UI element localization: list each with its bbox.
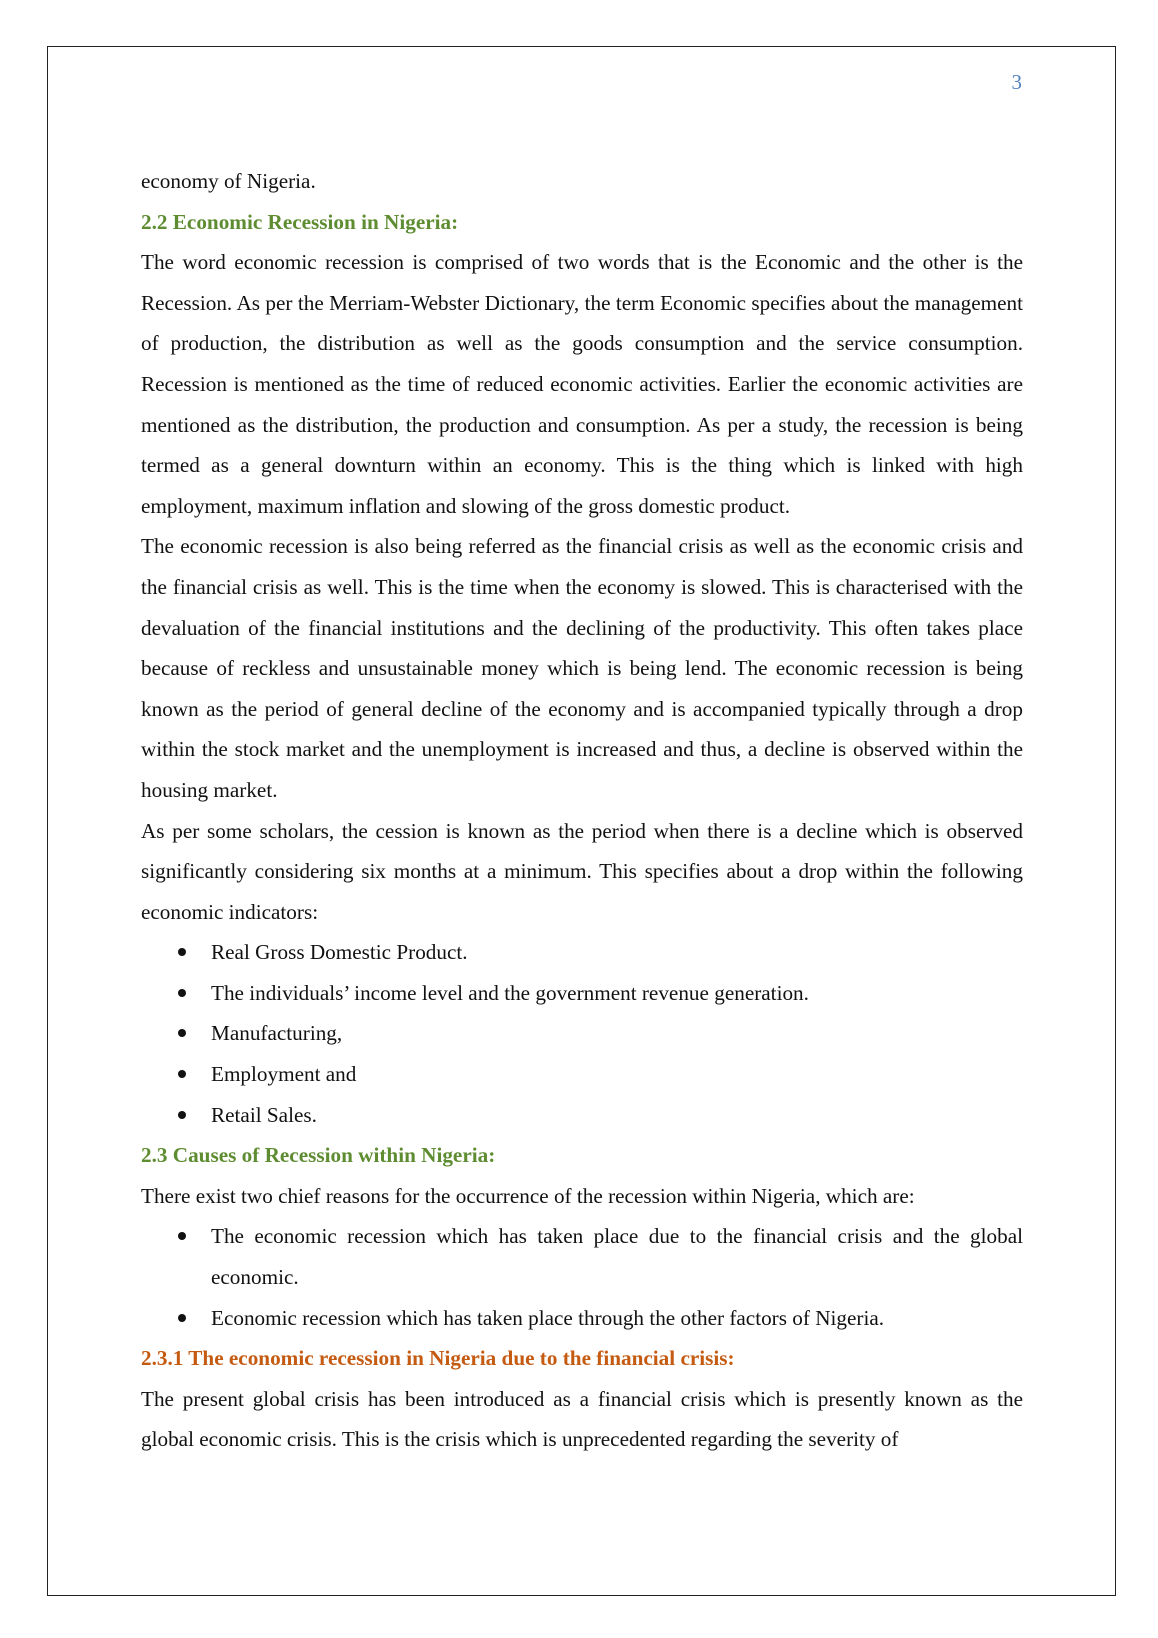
indicator-list [141,932,1023,1135]
list-item-text: The individuals’ income level and the government revenue generation. [211,980,809,1005]
list-item [141,1298,1023,1339]
section-2-2-paragraph-3: As per some scholars, the cession is known as the period when there is a decline which is observed significantly considering six months at a minimum. This specifies about a drop within the following economic indicators: [141,818,1023,924]
bullet-icon [178,1232,186,1240]
bullet-icon [178,1070,186,1078]
section-2-3-1-paragraph: The present global crisis has been introduced as a financial crisis which is presently known as the global economic crisis. This is the crisis which is unprecedented regarding the severity of [141,1386,1023,1452]
bullet-icon [178,1111,186,1119]
bullet-icon [178,1029,186,1037]
section-2-2-paragraph-2: The economic recession is also being referred as the financial crisis as well as the economic crisis and the financial crisis as well. This is the time when the economy is slowed. This is characterised with the devaluation of the financial institutions and the declining of the productivity. This often takes place because of reckless and unsustainable money which is being lend. The economic recession is being known as the period of general decline of the economy and is accompanied typically through a drop within the stock market and the unemployment is increased and thus, a decline is observed within the housing market. [141,534,1023,802]
list-item-text: Economic recession which has taken place through the other factors of Nigeria. [211,1305,885,1330]
list-item [141,973,1023,1014]
list-item [141,1013,1023,1054]
list-item-text: Real Gross Domestic Product. [211,940,468,965]
list-item [141,1095,1023,1136]
list-item [141,1054,1023,1095]
bullet-icon [178,1314,186,1322]
section-2-3-intro: There exist two chief reasons for the occurrence of the recession within Nigeria, which are: [141,1183,915,1208]
list-item [141,932,1023,973]
page-number: 3 [1011,70,1022,94]
section-2-3-heading: 2.3 Causes of Recession within Nigeria: [141,1143,496,1168]
section-2-2-paragraph-1: The word economic recession is comprised of two words that is the Economic and the other is the Recession. As per the Merriam-Webster Dictionary, the term Economic specifies about the management of production, the distribution as well as the goods consumption and the service consumption. Recession is mentioned as the time of reduced economic activities. Earlier the economic activities are mentioned as the distribution, the production and consumption. As per a study, the recession is being termed as a general downturn within an economy. This is the thing which is linked with high employment, maximum inflation and slowing of the gross domestic product. [141,250,1023,518]
list-item-text: Employment and [211,1062,357,1087]
reason-list [141,1216,1023,1338]
bullet-icon [178,948,186,956]
bullet-icon [178,989,186,997]
section-2-1-tail: economy of Nigeria. [141,169,316,193]
list-item-text: Retail Sales. [211,1102,317,1127]
section-2-2-heading: 2.2 Economic Recession in Nigeria: [141,209,459,234]
list-item [141,1216,1023,1297]
list-item-text: The economic recession which has taken place due to the financial crisis and the global economic. [211,1224,1023,1290]
document-body [141,161,1023,1460]
list-item-text: Manufacturing, [211,1021,343,1046]
section-2-3-1-heading: 2.3.1 The economic recession in Nigeria due to the financial crisis: [141,1346,735,1371]
